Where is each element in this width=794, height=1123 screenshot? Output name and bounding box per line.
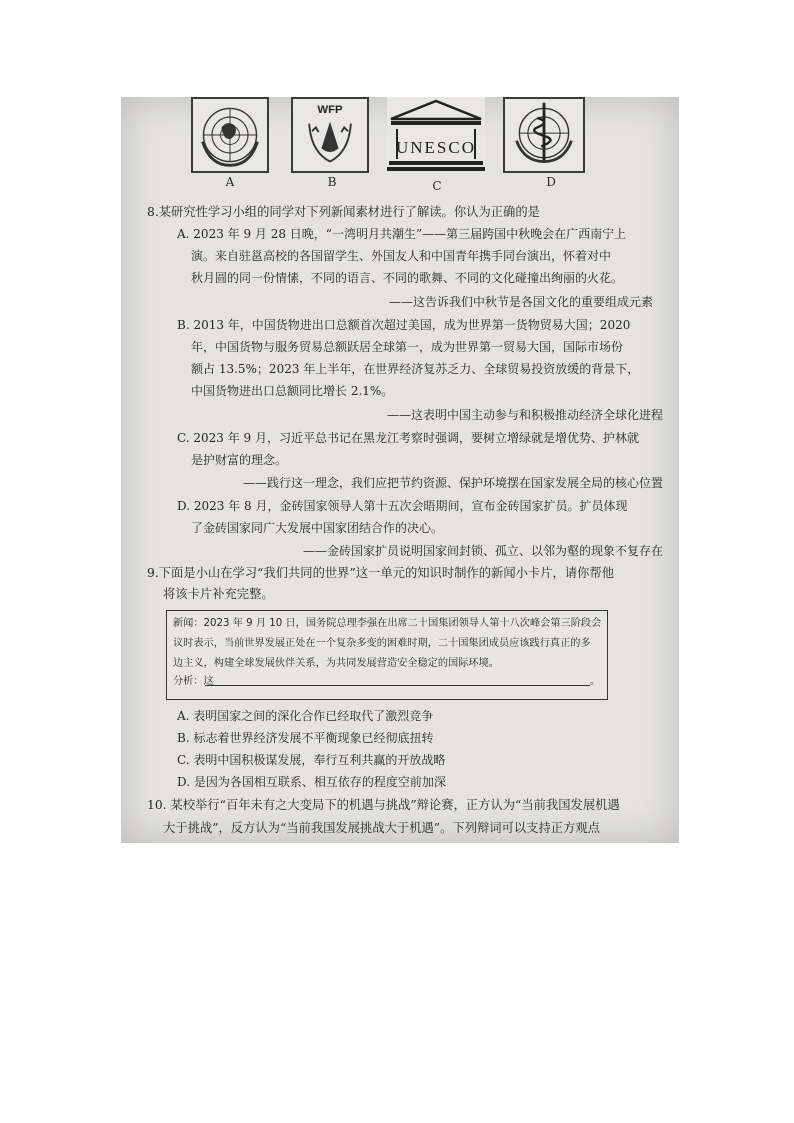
logo-label-c: C [432,179,442,193]
q8-option-b-line-3: 额占 13.5%；2023 年上半年，在世界经济复苏乏力、全球贸易投资放缓的背景下， [191,362,640,376]
q9-option-b: B. 标志着世界经济发展不平衡现象已经彻底扭转 [177,731,434,745]
who-emblem-icon [505,99,583,171]
q8-option-c-comment: ——践行这一理念，我们应把节约资源、保护环境摆在国家发展全局的核心位置 [242,476,663,490]
logo-label-d: D [546,175,556,189]
question-8-stem: 8.某研究性学习小组的同学对下列新闻素材进行了解读。你认为正确的是 [147,205,540,219]
q9-option-d: D. 是因为各国相互联系、相互依存的程度空前加深 [177,775,446,789]
q8-option-d-line-2: 了金砖国家同广大发展中国家团结合作的决心。 [191,521,444,535]
analysis-blank [205,673,590,686]
logo-label-b: B [327,175,337,189]
analysis-label: 分析：这 [173,676,214,687]
q8-option-d-comment: ——金砖国家扩员说明国家间封锁、孤立、以邻为壑的现象不复存在 [302,544,663,558]
q8-option-b-line-2: 年，中国货物与服务贸易总额跃居全球第一，成为世界第一贸易大国，国际市场份 [191,340,624,354]
q8-option-a-line-3: 秋月圆的同一份情愫，不同的语言、不同的歌舞、不同的文化碰撞出绚丽的火花。 [191,271,624,285]
logo-label-a: A [225,175,235,189]
q9-option-c: C. 表明中国积极谋发展，奉行互利共赢的开放战略 [177,753,446,767]
question-9-stem-line-1: 9.下面是小山在学习“我们共同的世界”这一单元的知识时制作的新闻小卡片，请你帮他 [147,566,614,580]
news-card-line-1: 新闻：2023 年 9 月 10 日，国务院总理李强在出席二十国集团领导人第十八次峰会第三阶段会 [173,618,602,629]
q9-option-a: A. 表明国家之间的深化合作已经取代了激烈竞争 [177,709,434,723]
news-card-line-2: 议时表示，当前世界发展正处在一个复杂多变的困难时期，二十国集团成员应该践行真正的多 [173,638,591,649]
question-10-line-2: 大于挑战”，反方认为“当前我国发展挑战大于机遇”。下列辩词可以支持正方观点 [163,821,600,835]
q8-option-a-line-1: A. 2023 年 9 月 28 日晚，“一湾明月共潮生”——第三届跨国中秋晚会在广西南宁上 [177,227,627,241]
q8-option-c-line-2: 是护财富的理念。 [191,453,288,467]
wfp-emblem [291,97,369,173]
unesco-text: UNESCO [395,138,477,157]
q8-option-d-line-1: D. 2023 年 8 月，金砖国家领导人第十五次会晤期间，宣布金砖国家扩员。扩员体现 [177,499,628,513]
news-card-line-3: 边主义，构建全球发展伙伴关系，为共同发展营造安全稳定的国际环境。 [173,658,499,669]
wfp-emblem-icon [293,99,367,171]
unesco-emblem-icon [387,97,485,173]
analysis-end: 。 [590,676,601,687]
q8-option-c-line-1: C. 2023 年 9 月，习近平总书记在黑龙江考察时强调，要树立增绿就是增优势、护林就 [177,431,640,445]
wfp-text: WFP [317,104,343,117]
un-emblem [191,97,269,173]
question-9-stem-line-2: 将该卡片补充完整。 [163,587,274,601]
unesco-emblem [387,97,485,173]
news-card [166,610,608,700]
who-emblem [503,97,585,173]
q8-option-b-line-4: 中国货物进出口总额同比增长 2.1%。 [191,384,394,398]
question-10-line-1: 10. 某校举行“百年未有之大变局下的机遇与挑战”辩论赛，正方认为“当前我国发展机遇 [147,798,620,812]
q8-option-b-line-1: B. 2013 年，中国货物进出口总额首次超过美国，成为世界第一货物贸易大国；2020 [177,318,631,332]
un-emblem-icon [193,99,267,171]
q8-option-a-comment: ——这告诉我们中秋节是各国文化的重要组成元素 [388,295,653,309]
q8-option-b-comment: ——这表明中国主动参与和积极推动经济全球化进程 [386,408,663,422]
q8-option-a-line-2: 演。来自驻邕高校的各国留学生、外国友人和中国青年携手同台演出，怀着对中 [191,249,612,263]
scanned-page-photo [121,97,679,843]
